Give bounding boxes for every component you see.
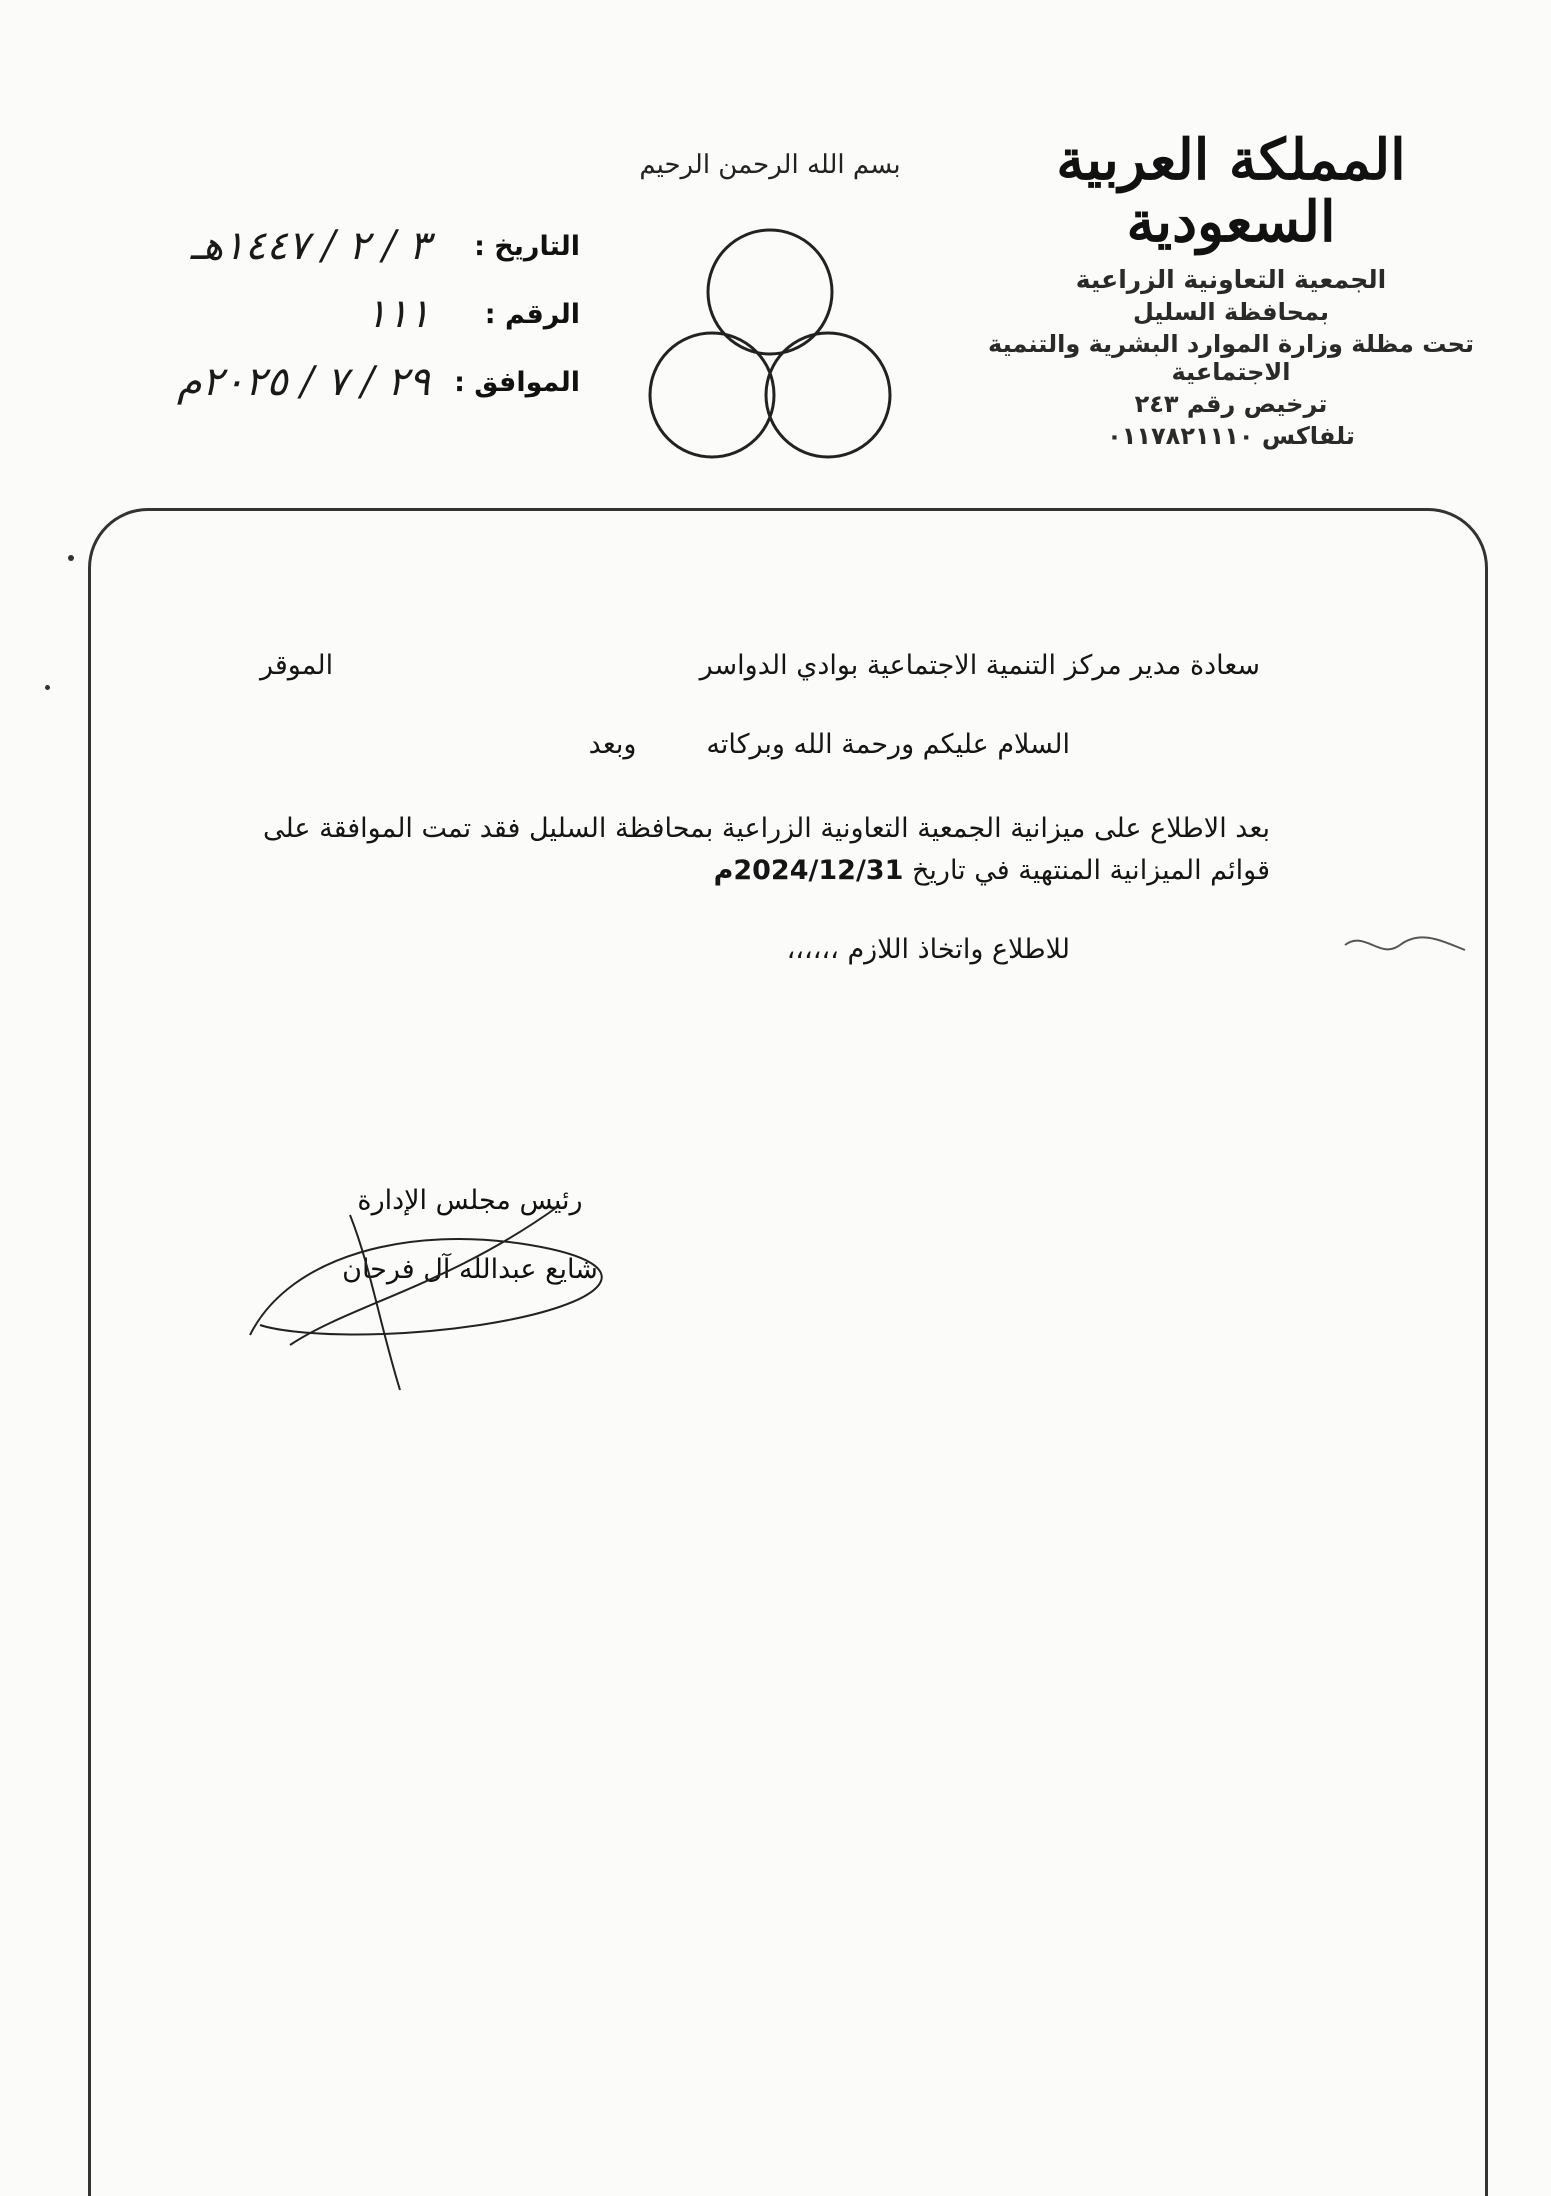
org-supervision: تحت مظلة وزارة الموارد البشرية والتنمية الاجتماعية	[988, 330, 1474, 387]
body-line-2	[210, 850, 1270, 892]
date-row	[40, 215, 580, 277]
closing-line: للاطلاع واتخاذ اللازم ،،،،،،	[786, 933, 1070, 965]
org-governorate: بمحافظة السليل	[1132, 298, 1330, 327]
margin-scribble-icon	[1340, 920, 1470, 980]
org-fax: تلفاكس ٠١١٧٨٢١١١٠	[1107, 422, 1355, 451]
addressee: سعادة مدير مركز التنمية الاجتماعية بوادي الدواسر	[699, 650, 1260, 681]
gregorian-row	[40, 351, 580, 413]
body-line-2-text: قوائم الميزانية المنتهية في تاريخ	[911, 854, 1270, 886]
greeting-tail: وبعد	[588, 729, 637, 760]
honorific: الموقر	[260, 650, 334, 681]
logo-ring-right	[766, 333, 890, 457]
number-value: ١١١	[365, 291, 430, 337]
gregorian-label: الموافق :	[454, 366, 580, 398]
handwritten-signature-icon	[230, 1185, 650, 1395]
addressee-row	[260, 650, 1260, 681]
body-date: 2024/12/31م	[713, 854, 904, 886]
speck	[68, 555, 74, 561]
body-paragraph	[210, 808, 1270, 892]
greeting-row	[260, 729, 1260, 760]
date-label: التاريخ :	[474, 230, 580, 262]
gregorian-value: ٢٩ / ٧ / ٢٠٢٥م	[177, 359, 430, 405]
number-row	[40, 283, 580, 345]
logo-ring-left	[650, 333, 774, 457]
kingdom-title: المملكة العربية السعودية	[1056, 127, 1406, 255]
signatory-name: شايع عبدالله آل فرحان	[342, 1254, 598, 1285]
three-rings-logo-icon	[640, 220, 900, 470]
signatory-title: رئيس مجلس الإدارة	[357, 1185, 583, 1216]
body-line-1: بعد الاطلاع على ميزانية الجمعية التعاونية الزراعية بمحافظة السليل فقد تمت الموافقة على	[262, 813, 1270, 844]
date-value: ٣ / ٢ / ١٤٤٧هـ	[190, 223, 430, 269]
basmala: بسم الله الرحمن الرحيم	[639, 150, 901, 180]
speck	[45, 685, 50, 690]
org-name: الجمعية التعاونية الزراعية	[1075, 265, 1387, 295]
number-label: الرقم :	[484, 298, 580, 330]
reference-block	[40, 215, 580, 419]
greeting: السلام عليكم ورحمة الله وبركاته	[706, 729, 1070, 760]
letter-body	[260, 650, 1270, 965]
org-letterhead	[971, 127, 1491, 454]
org-license: ترخيص رقم ٢٤٣	[1134, 390, 1328, 419]
signature-block	[290, 1185, 650, 1385]
